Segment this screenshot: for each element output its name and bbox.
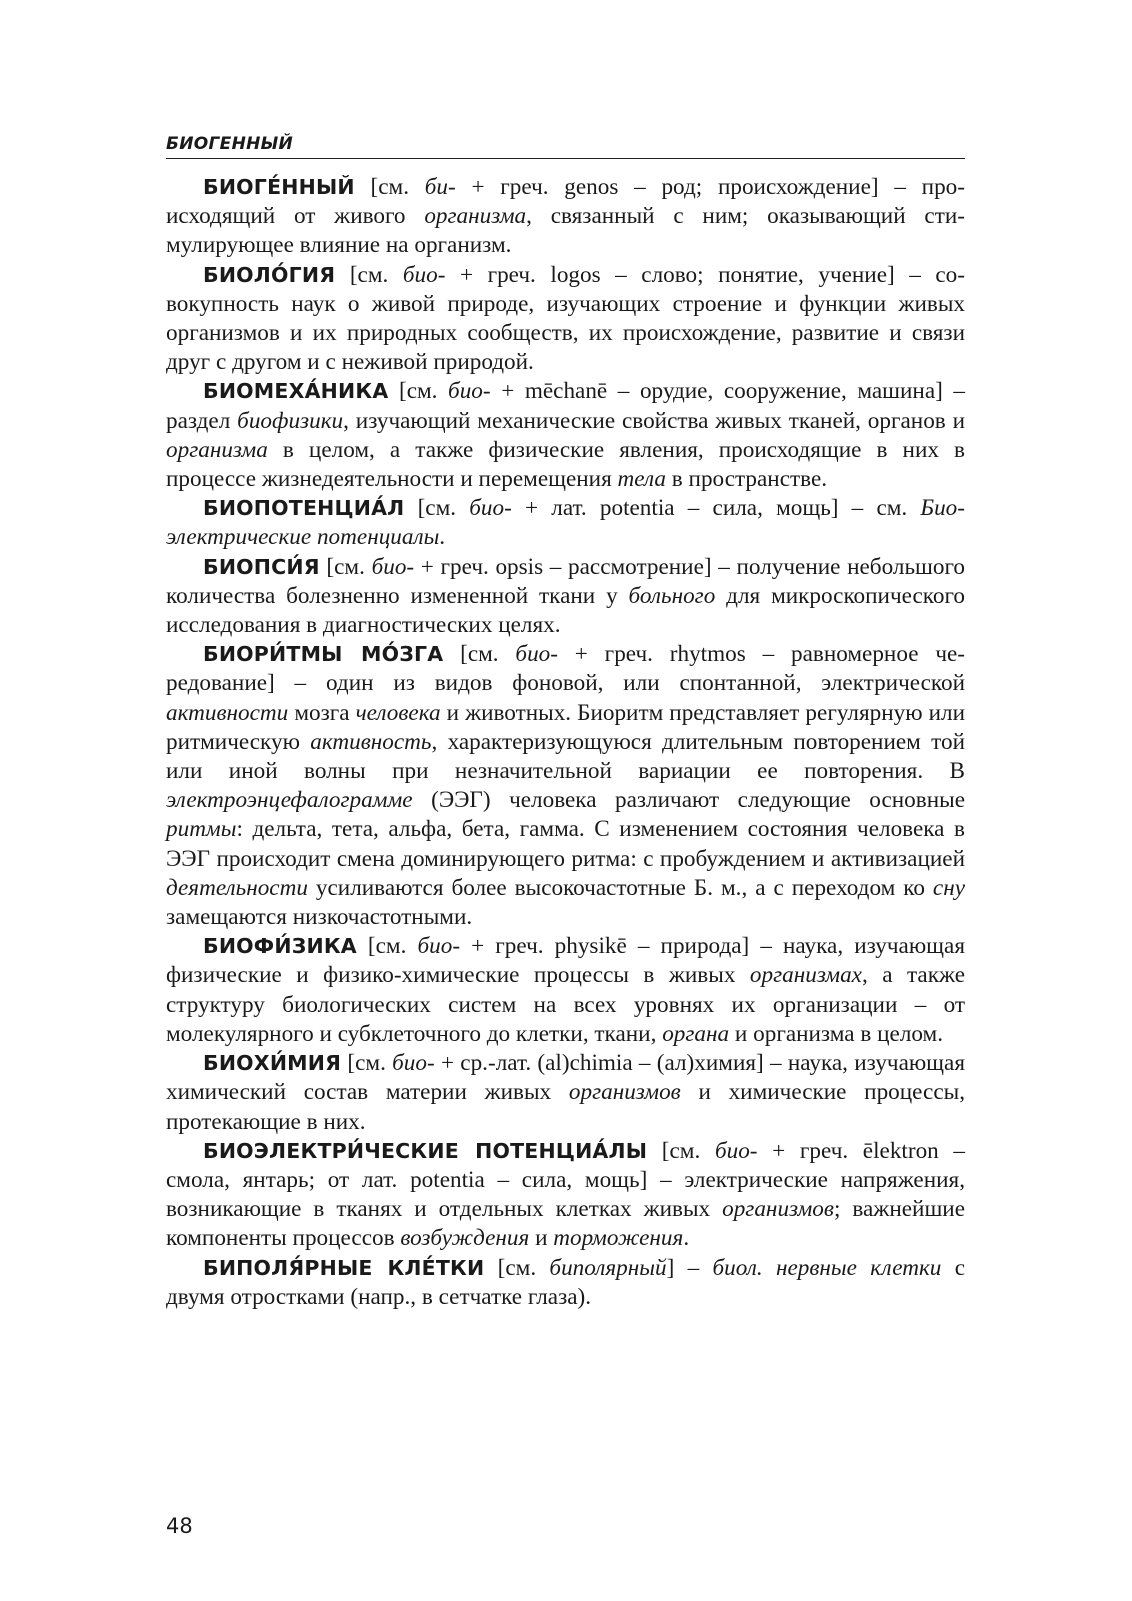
entry-crossref: больного <box>628 582 716 609</box>
entry-crossref: органа <box>662 1020 730 1047</box>
entry-text: [см. <box>335 261 403 288</box>
entry-text: + греч. genos – род; происхождение] – происходящий от живого <box>166 174 965 230</box>
dictionary-entry <box>166 173 965 261</box>
entry-crossref: возбуждения <box>400 1225 530 1252</box>
dictionary-entry <box>166 1049 965 1137</box>
entry-text: в целом, а также физические явления, происходящие в них в процессе жизнедеятельности и перемещения <box>166 436 965 493</box>
entry-text: : дельта, тета, альфа, бета, гамма. С изменением состояния человека в ЭЭГ происходит смена доминирующего ритма: с пробуждением и активизацией <box>166 816 965 872</box>
entry-headword: БИПОЛЯ́РНЫЕ КЛЕ́ТКИ <box>203 1255 485 1280</box>
entry-crossref: человека <box>355 699 441 726</box>
entry-crossref: тела <box>617 466 666 493</box>
entry-text: . <box>683 1225 690 1252</box>
dictionary-entry <box>166 640 965 932</box>
entry-text: [см. <box>356 933 418 960</box>
entry-text: , связанный с ним; оказывающий стимулирующее влияние на организм. <box>166 203 965 259</box>
dictionary-page <box>166 130 965 1312</box>
entry-text: + ср.-лат. (al)chimia – (ал)химия] – наука, изучающая химический состав материи живых <box>166 1050 965 1106</box>
entry-crossref: био- <box>371 553 415 580</box>
entry-text: с двумя отростками (напр., в сетчатке глаза). <box>166 1254 965 1310</box>
entry-text: (ЭЭГ) человека различают следующие основные <box>412 787 965 814</box>
entry-text: + mēchanē – орудие, сооружение, машина] – раздел <box>166 378 965 434</box>
entry-crossref: био- <box>392 1050 435 1077</box>
entry-text: + греч. logos – слово; понятие, учение] – совокупность наук о живой природе, изучающих строение и функции живых организмов и их природных сообществ, их происхождение, развитие и связи друг с другом и с неживой природой. <box>166 261 966 376</box>
entry-crossref: био- <box>714 1137 758 1164</box>
entry-list <box>166 173 965 1312</box>
entry-crossref: био- <box>515 641 558 668</box>
entry-headword: БИОРИ́ТМЫ МО́ЗГА <box>203 642 444 667</box>
entry-text: , а также структуру биологических систем на всех уровнях их организации – от молекулярного и субклеточного до клетки, ткани, <box>166 962 965 1047</box>
running-head: БИОГЕННЫЙ <box>166 130 965 159</box>
entry-headword: БИОПСИ́Я <box>203 554 320 579</box>
dictionary-entry <box>166 494 965 552</box>
entry-text: и организма в целом. <box>729 1020 944 1047</box>
page-number: 48 <box>166 1514 193 1538</box>
entry-text: [см. <box>341 1050 393 1077</box>
entry-text: , характеризующуюся длительным повторением той или иной волны при незначительной вариации ее повторения. В <box>166 728 965 785</box>
entry-crossref: ритмы <box>166 816 237 843</box>
entry-text: и животных. Биоритм представляет регулярную или ритмическую <box>166 699 965 755</box>
dictionary-entry <box>166 932 965 1049</box>
entry-crossref: активности <box>166 699 289 726</box>
entry-text: [см. <box>647 1137 715 1164</box>
entry-crossref: био- <box>402 261 446 288</box>
entry-crossref: торможения <box>553 1225 684 1252</box>
entry-headword: БИОФИ́ЗИКА <box>203 934 357 959</box>
entry-headword: БИОЛО́ГИЯ <box>203 262 336 287</box>
dictionary-entry <box>166 377 965 494</box>
dictionary-entry <box>166 1137 965 1254</box>
dictionary-entry <box>166 261 965 378</box>
entry-text: мозга <box>288 699 356 726</box>
entry-crossref: биполярный <box>549 1254 667 1281</box>
entry-crossref: би- <box>424 174 456 200</box>
entry-crossref: деятельности <box>166 874 308 901</box>
entry-text: [см. <box>388 378 449 405</box>
entry-text: + греч. physikē – природа] – наука, изучающая физические и физико-химические процессы в живых <box>166 933 965 989</box>
entry-text: . <box>439 524 446 551</box>
entry-crossref: био- <box>448 378 491 405</box>
entry-text: ] – <box>666 1254 713 1281</box>
entry-text: + греч. opsis – рассмотрение] – получение небольшого количества болезненно измененной ткани у <box>166 553 965 609</box>
entry-crossref: биол. нервные клетки <box>712 1254 942 1281</box>
entry-text: и <box>529 1225 554 1252</box>
dictionary-entry <box>166 553 965 641</box>
entry-crossref: биофизики <box>237 407 344 434</box>
entry-text: + греч. rhytmos – равномерное чередование] – один из видов фоновой, или спонтанной, электрической <box>166 641 966 697</box>
entry-text: в пространстве. <box>666 466 828 493</box>
entry-text: ; важнейшие компоненты процессов <box>166 1196 965 1252</box>
dictionary-entry <box>166 1254 965 1312</box>
entry-text: , изучающий механические свойства живых тканей, органов и <box>343 407 966 434</box>
entry-crossref: био- <box>469 495 512 522</box>
entry-text: [см. <box>354 174 425 200</box>
entry-crossref: электроэнцефалограмме <box>166 787 413 814</box>
entry-crossref: активность <box>310 728 432 755</box>
entry-headword: БИОЭЛЕКТРИ́ЧЕСКИЕ ПОТЕНЦИА́ЛЫ <box>203 1138 648 1163</box>
entry-crossref: био- <box>417 933 461 960</box>
entry-crossref: организма <box>424 203 527 230</box>
entry-text: усиливаются более высокочастотные Б. м., а с переходом ко <box>307 874 933 901</box>
entry-headword: БИОГЕ́ННЫЙ <box>203 175 355 199</box>
entry-text: [см. <box>319 553 372 580</box>
entry-text: + греч. ēlektron – смола, янтарь; от лат. potentia – сила, мощь] – электрические напряжения, возникающие в тканях и отдельных клетках живых <box>166 1137 966 1223</box>
entry-text: для микроскопического исследования в диагностических целях. <box>166 582 965 639</box>
entry-text: [см. <box>443 641 516 668</box>
entry-crossref: организмов <box>568 1079 681 1106</box>
entry-crossref: Биоэлектрические потенциалы <box>166 495 965 551</box>
entry-text: [см. <box>484 1254 550 1281</box>
entry-crossref: организмов <box>722 1196 834 1223</box>
entry-text: замещаются низкочастотными. <box>166 904 473 931</box>
entry-crossref: организма <box>166 436 268 463</box>
entry-headword: БИОХИ́МИЯ <box>203 1051 342 1076</box>
entry-crossref: сну <box>932 874 965 901</box>
entry-text: и химические процессы, протекающие в них. <box>166 1079 966 1135</box>
entry-text: + лат. potentia – сила, мощь] – см. <box>511 495 921 522</box>
entry-text: [см. <box>404 495 470 522</box>
entry-headword: БИОМЕХА́НИКА <box>203 379 389 404</box>
entry-crossref: организмах <box>749 962 862 989</box>
entry-headword: БИОПОТЕНЦИА́Л <box>203 496 405 521</box>
